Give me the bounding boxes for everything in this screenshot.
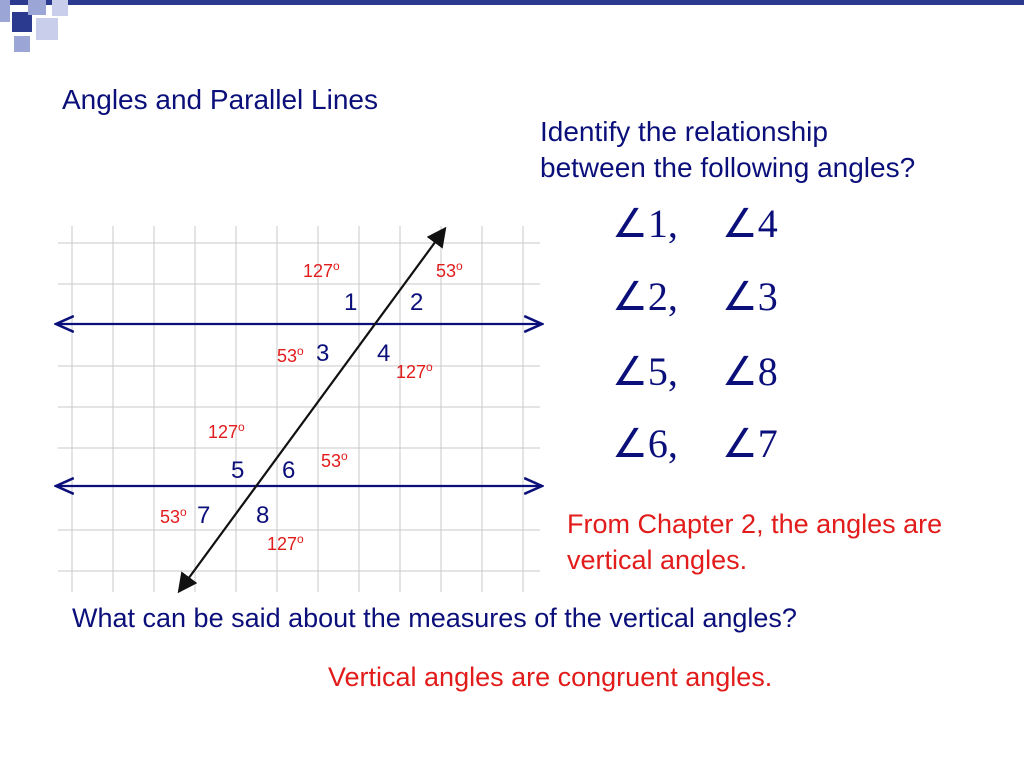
angle-measure-label: 53$^o$ [160, 505, 187, 527]
angle-pair-left: ∠5, [612, 349, 678, 394]
angle-pair-right: ∠4 [721, 201, 778, 246]
angle-pair-left: ∠6, [612, 421, 678, 466]
angle-number: 2 [410, 289, 424, 316]
angle-measure-label: 127$^o$ [396, 360, 433, 382]
question-line-2: between the following angles? [540, 152, 916, 183]
angle-pair-right: ∠7 [721, 421, 778, 466]
angle-pair-right: ∠8 [721, 349, 778, 394]
angle-measure-label: 127$^o$ [303, 259, 340, 281]
angle-number: 1 [344, 289, 358, 316]
angle-pair-left: ∠2, [612, 274, 678, 319]
angle-measure-label: 53$^o$ [321, 449, 348, 471]
angle-number: 4 [377, 340, 391, 367]
angle-measure-label: 53$^o$ [436, 259, 463, 281]
angle-measure-label: 53$^o$ [277, 344, 304, 366]
question-line-1: Identify the relationship [540, 116, 828, 147]
vertical-angles-answer: From Chapter 2, the angles are vertical angles. [567, 509, 943, 575]
measures-question: What can be said about the measures of the vertical angles? [72, 603, 797, 633]
angle-measure-label: 127$^o$ [208, 420, 245, 442]
angle-pair-right: ∠3 [721, 274, 778, 319]
angle-number: 8 [256, 502, 270, 529]
congruent-answer: Vertical angles are congruent angles. [328, 662, 773, 692]
angle-number: 6 [282, 457, 296, 484]
angle-number: 3 [316, 340, 330, 367]
angle-number: 5 [231, 457, 245, 484]
angle-measure-label: 127$^o$ [267, 532, 304, 554]
slide-title: Angles and Parallel Lines [62, 84, 378, 115]
angle-pair-left: ∠1, [612, 201, 678, 246]
angle-number: 7 [197, 502, 211, 529]
